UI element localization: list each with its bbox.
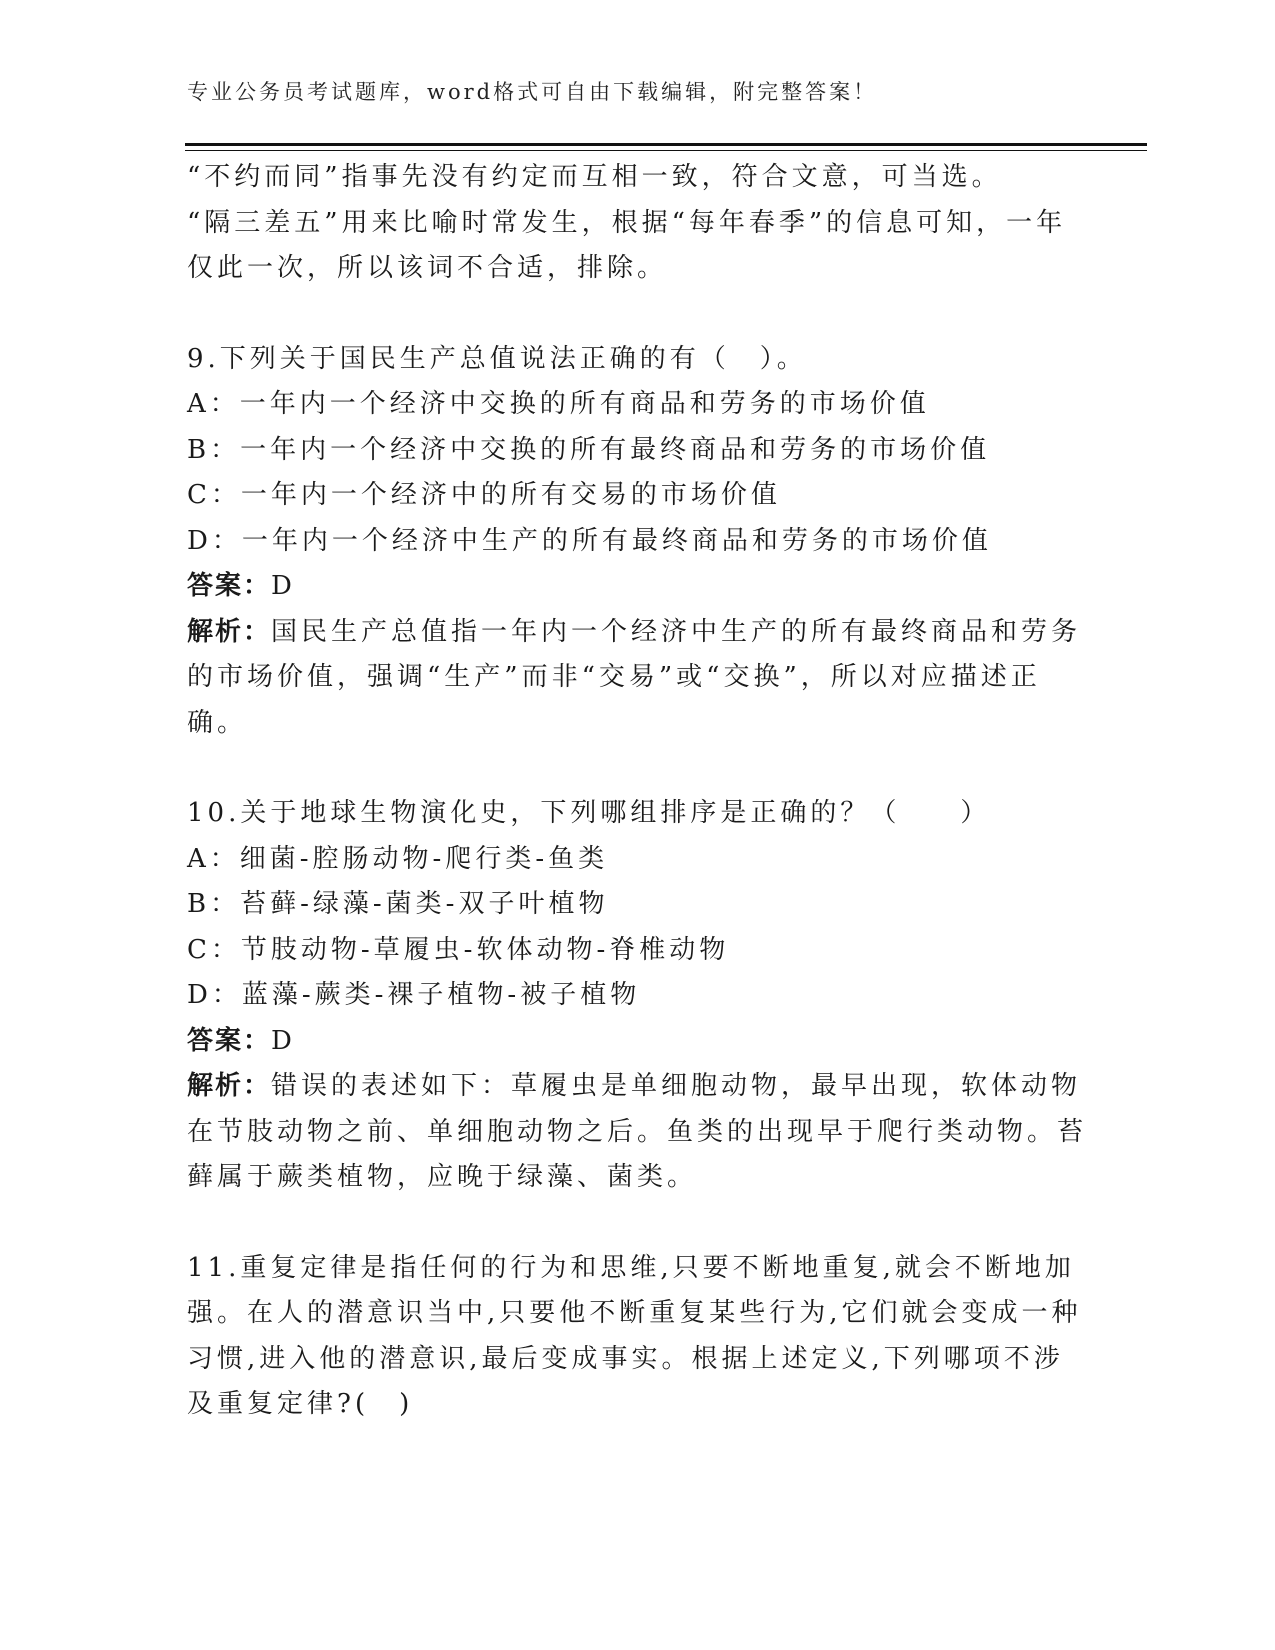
question-9-analysis xyxy=(187,610,1087,747)
answer-label: 答案： xyxy=(187,1025,272,1056)
analysis-label: 解析： xyxy=(187,1071,272,1101)
analysis-text: 错误的表述如下：草履虫是单细胞动物，最早出现，软体动物在节肢动物之前、单细胞动物之后。鱼类的出现早于爬行类动物。苔藓属于蕨类植物，应晚于绿藻、菌类。 xyxy=(187,1071,1088,1192)
answer-label: 答案： xyxy=(187,571,272,601)
question-10-option-d: D：蓝藻-蕨类-裸子植物-被子植物 xyxy=(187,980,641,1010)
question-9-option-d: D：一年内一个经济中生产的所有最终商品和劳务的市场价值 xyxy=(187,525,992,556)
header-rule-thin xyxy=(185,150,1147,151)
page-header: 专业公务员考试题库，word格式可自由下载编辑，附完整答案！ xyxy=(187,80,878,104)
question-10-option-c: C：节肢动物-草履虫-软体动物-脊椎动物 xyxy=(187,934,730,965)
prev-explanation-line: “隔三差五”用来比喻时常发生，根据“每年春季”的信息可知，一年仅此一次，所以该词不合适，排除。 xyxy=(187,207,1067,283)
prev-explanation-line: “不约而同”指事先没有约定而互相一致，符合文意，可当选。 xyxy=(187,162,1002,192)
answer-value: D xyxy=(271,571,296,601)
document-body xyxy=(187,155,1087,1428)
question-10-option-a: A：细菌-腔肠动物-爬行类-鱼类 xyxy=(187,843,609,874)
analysis-text: 国民生产总值指一年内一个经济中生产的所有最终商品和劳务的市场价值，强调“生产”而非“交易”或“交换”，所以对应描述正确。 xyxy=(187,616,1082,738)
answer-value: D xyxy=(271,1025,296,1056)
header-rule-thick xyxy=(185,143,1147,146)
question-9-stem: 9.下列关于国民生产总值说法正确的有（ ）。 xyxy=(187,343,807,374)
question-10-stem: 10.关于地球生物演化史，下列哪组排序是正确的？（ ） xyxy=(187,798,991,828)
question-9-option-a: A：一年内一个经济中交换的所有商品和劳务的市场价值 xyxy=(187,389,930,419)
question-9-option-c: C：一年内一个经济中的所有交易的市场价值 xyxy=(187,480,781,510)
question-9-option-b: B：一年内一个经济中交换的所有最终商品和劳务的市场价值 xyxy=(187,434,991,465)
question-10-option-b: B：苔藓-绿藻-菌类-双子叶植物 xyxy=(187,889,609,919)
question-11-stem: 11.重复定律是指任何的行为和思维,只要不断地重复,就会不断地加强。在人的潜意识当中,只要他不断重复某些行为,它们就会变成一种习惯,进入他的潜意识,最后变成事实。根据上述定义,下列哪项不涉及重复定律?( ) xyxy=(187,1252,1082,1419)
question-10-answer xyxy=(187,1019,1087,1065)
question-9-answer xyxy=(187,564,1087,610)
question-10-analysis xyxy=(187,1064,1087,1201)
analysis-label: 解析： xyxy=(187,616,272,647)
